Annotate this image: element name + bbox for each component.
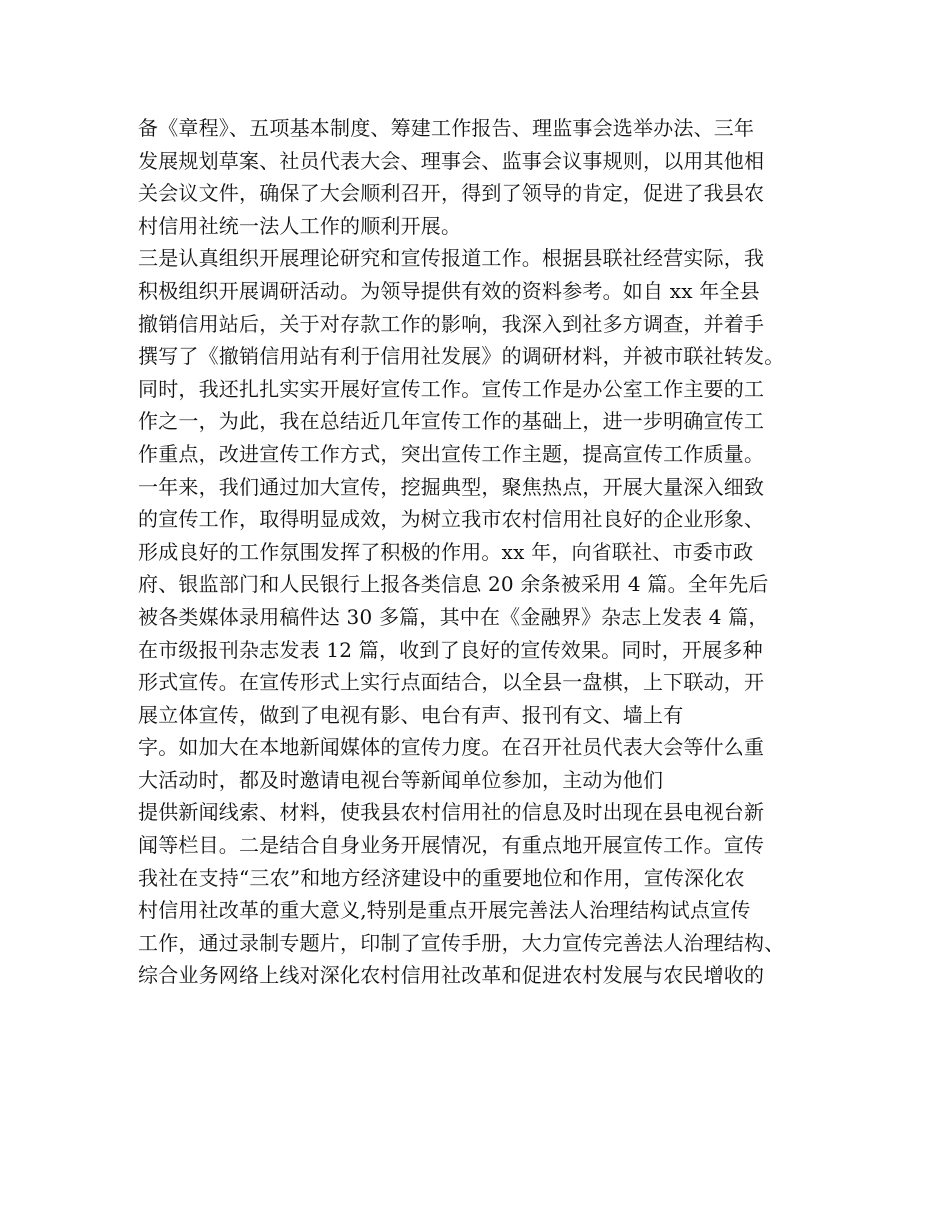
- text-line: 提供新闻线索、材料，使我县农村信用社的信息及时出现在县电视台新: [138, 800, 765, 825]
- text-line: 工作，通过录制专题片，印制了宣传手册，大力宣传完善法人治理结构、: [138, 930, 785, 955]
- text-line: 积极组织开展调研活动。为领导提供有效的资料参考。如自 xx 年全县: [138, 278, 760, 303]
- text-line: 村信用社统一法人工作的顺利开展。: [138, 213, 462, 238]
- text-line: 三是认真组织开展理论研究和宣传报道工作。根据县联社经营实际，我: [138, 246, 765, 271]
- text-line: 展立体宣传，做到了电视有影、电台有声、报刊有文、墙上有: [138, 702, 684, 727]
- text-line: 字。如加大在本地新闻媒体的宣传力度。在召开社员代表大会等什么重: [138, 735, 765, 760]
- text-line: 作之一，为此，我在总结近几年宣传工作的基础上，进一步明确宣传工: [138, 409, 765, 434]
- text-line: 一年来，我们通过加大宣传，挖掘典型，聚焦热点，开展大量深入细致: [138, 474, 765, 499]
- text-line: 发展规划草案、社员代表大会、理事会、监事会议事规则，以用其他相: [138, 148, 765, 173]
- text-line: 大活动时，都及时邀请电视台等新闻单位参加，主动为他们: [138, 767, 664, 792]
- text-line: 形成良好的工作氛围发挥了积极的作用。xx 年，向省联社、市委市政: [138, 539, 754, 564]
- text-line: 府、银监部门和人民银行上报各类信息 20 余条被采用 4 篇。全年先后: [138, 572, 769, 597]
- text-line: 撰写了《撤销信用站有利于信用社发展》的调研材料，并被市联社转发。: [138, 344, 785, 369]
- text-line: 撤销信用站后，关于对存款工作的影响，我深入到社多方调查，并着手: [138, 311, 765, 336]
- text-line: 备《章程》、五项基本制度、筹建工作报告、理监事会选举办法、三年: [138, 116, 755, 140]
- text-line: 村信用社改革的重大意义,特别是重点开展完善法人治理结构试点宣传: [138, 898, 751, 923]
- text-line: 我社在支持“三农”和地方经济建设中的重要地位和作用，宣传深化农: [138, 865, 745, 890]
- text-line: 被各类媒体录用稿件达 30 多篇，其中在《金融界》杂志上发表 4 篇，: [138, 604, 769, 629]
- text-line: 作重点，改进宣传工作方式，突出宣传工作主题，提高宣传工作质量。: [138, 441, 765, 466]
- text-line: 综合业务网络上线对深化农村信用社改革和促进农村发展与农民增收的: [138, 963, 765, 988]
- text-line: 在市级报刊杂志发表 12 篇，收到了良好的宣传效果。同时，开展多种: [138, 637, 763, 662]
- text-line: 的宣传工作，取得明显成效，为树立我市农村信用社良好的企业形象、: [138, 507, 765, 532]
- text-line: 闻等栏目。二是结合自身业务开展情况，有重点地开展宣传工作。宣传: [138, 833, 765, 858]
- body-text: [138, 112, 838, 992]
- text-line: 形式宣传。在宣传形式上实行点面结合，以全县一盘棋，上下联动，开: [138, 670, 765, 695]
- text-line: 关会议文件，确保了大会顺利召开，得到了领导的肯定，促进了我县农: [138, 181, 765, 206]
- text-line: 同时，我还扎扎实实开展好宣传工作。宣传工作是办公室工作主要的工: [138, 376, 765, 401]
